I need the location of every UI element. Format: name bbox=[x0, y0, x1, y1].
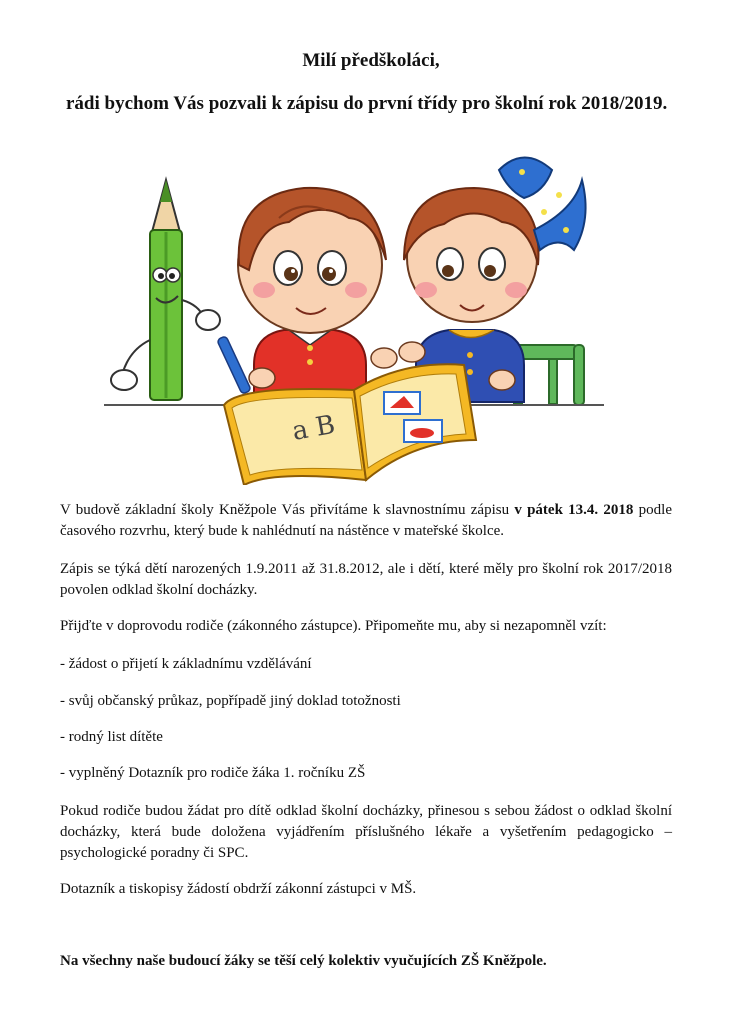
deferral-paragraph: Pokud rodiče budou žádat pro dítě odklad školní docházky, přinesou s sebou žádost o odklad školní docházky, která bude doložena vyjádřením příslušného lékaře a vyšetřením pedagogicko – psychologické poradny či SPC. bbox=[60, 803, 672, 861]
list-item: - svůj občanský průkaz, popřípadě jiný doklad totožnosti bbox=[60, 693, 401, 709]
intro-paragraph bbox=[60, 500, 672, 542]
enrollment-date: v pátek 13.4. 2018 bbox=[514, 502, 634, 518]
list-item: - vyplněný Dotazník pro rodiče žáka 1. ročníku ZŠ bbox=[60, 765, 366, 781]
intro-text: V budově základní školy Kněžpole Vás přivítáme k slavnostnímu zápisu bbox=[60, 502, 515, 518]
closing-line: Na všechny naše budoucí žáky se těší celý kolektiv vyučujících ZŠ Kněžpole. bbox=[60, 953, 547, 969]
eligibility-paragraph: Zápis se týká dětí narozených 1.9.2011 až 31.8.2012, ale i dětí, které měly pro školní rok 2017/2018 povolen odklad školní docházky. bbox=[60, 561, 672, 598]
intro-text-continued: podle časového rozvrhu, který bude k nahlédnutí na nástěnce v mateřské školce. bbox=[60, 502, 672, 539]
list-item: - rodný list dítěte bbox=[60, 729, 163, 745]
greeting-heading: Milí předškoláci, bbox=[302, 50, 440, 71]
bring-intro-paragraph: Přijďte v doprovodu rodiče (zákonného zástupce). Připomeňte mu, aby si nezapomněl vzít: bbox=[60, 618, 607, 634]
children-reading-illustration bbox=[104, 140, 604, 485]
book-letters: a B bbox=[290, 409, 338, 447]
forms-paragraph: Dotazník a tiskopisy žádostí obdrží zákonní zástupci v MŠ. bbox=[60, 881, 417, 897]
pencil-character bbox=[111, 180, 220, 400]
boy-character bbox=[217, 188, 397, 402]
invitation-heading: rádi bychom Vás pozvali k zápisu do první třídy pro školní rok 2018/2019. bbox=[66, 93, 668, 114]
list-item: - žádost o přijetí k základnímu vzdělávání bbox=[60, 656, 312, 672]
